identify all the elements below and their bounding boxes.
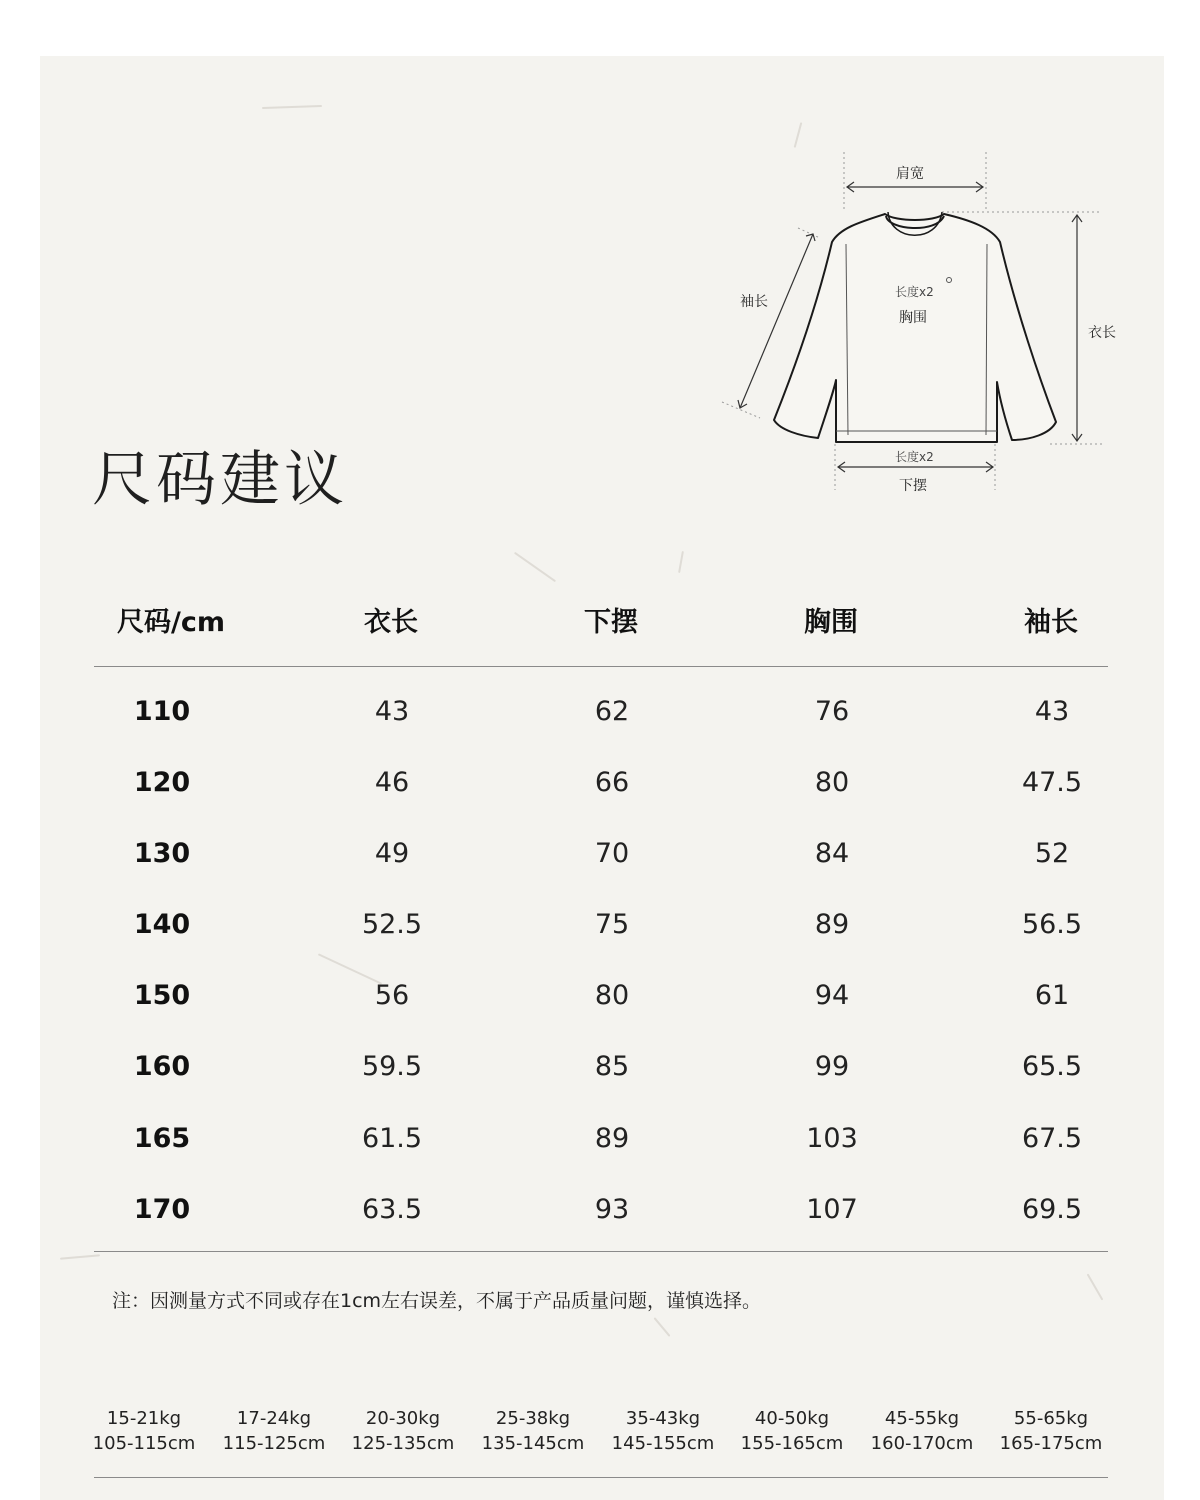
table-row bbox=[94, 1123, 1108, 1173]
range-item bbox=[741, 1406, 844, 1456]
cell-sleeve: 56.5 bbox=[1021, 909, 1083, 940]
measurement-note: 注：因测量方式不同或存在1cm左右误差，不属于产品质量问题，谨慎选择。 bbox=[112, 1290, 762, 1312]
hem-note: 长度x2 bbox=[895, 450, 934, 464]
cell-length: 56 bbox=[374, 980, 410, 1011]
shoulder-label: 肩宽 bbox=[896, 166, 924, 182]
length-label: 衣长 bbox=[1088, 325, 1116, 341]
cell-sleeve: 61 bbox=[1034, 980, 1070, 1011]
table-row bbox=[94, 1051, 1108, 1101]
cell-size: 160 bbox=[133, 1051, 191, 1082]
range-item bbox=[93, 1406, 196, 1456]
table-row bbox=[94, 767, 1108, 817]
range-height: 155-165cm bbox=[740, 1433, 844, 1454]
range-height: 115-125cm bbox=[222, 1433, 326, 1454]
table-row bbox=[94, 838, 1108, 888]
range-height: 135-145cm bbox=[481, 1433, 585, 1454]
chest-note: 长度x2 bbox=[895, 285, 934, 299]
cell-hem: 93 bbox=[594, 1194, 630, 1225]
range-item bbox=[352, 1406, 455, 1456]
cell-hem: 70 bbox=[594, 838, 630, 869]
table-row bbox=[94, 909, 1108, 959]
table-row bbox=[94, 696, 1108, 746]
cell-hem: 80 bbox=[594, 980, 630, 1011]
cell-sleeve: 69.5 bbox=[1021, 1194, 1083, 1225]
cell-length: 46 bbox=[374, 767, 410, 798]
range-height: 105-115cm bbox=[92, 1433, 196, 1454]
cell-length: 59.5 bbox=[361, 1051, 423, 1082]
table-header bbox=[94, 600, 1108, 648]
cell-chest: 89 bbox=[814, 909, 850, 940]
header-sleeve: 袖长 bbox=[1024, 607, 1078, 638]
range-height: 165-175cm bbox=[999, 1433, 1103, 1454]
range-height: 160-170cm bbox=[870, 1433, 974, 1454]
range-weight: 17-24kg bbox=[236, 1408, 312, 1429]
cell-chest: 107 bbox=[806, 1194, 858, 1225]
cell-size: 110 bbox=[133, 696, 191, 727]
cell-chest: 99 bbox=[814, 1051, 850, 1082]
cell-chest: 80 bbox=[814, 767, 850, 798]
header-size: 尺码/cm bbox=[117, 607, 225, 638]
cell-sleeve: 47.5 bbox=[1021, 767, 1083, 798]
header-length: 衣长 bbox=[364, 607, 418, 638]
chest-label: 胸围 bbox=[899, 310, 927, 326]
range-item bbox=[1000, 1406, 1103, 1456]
weight-height-ranges bbox=[94, 1406, 1108, 1462]
garment-diagram bbox=[720, 150, 1140, 510]
paper-fiber bbox=[678, 551, 684, 573]
cell-hem: 62 bbox=[594, 696, 630, 727]
cell-size: 150 bbox=[133, 980, 191, 1011]
table-bottom-rule bbox=[94, 1251, 1108, 1252]
page-title: 尺码建议 bbox=[92, 445, 348, 515]
range-item bbox=[871, 1406, 974, 1456]
table-row bbox=[94, 980, 1108, 1030]
cell-size: 120 bbox=[133, 767, 191, 798]
header-hem: 下摆 bbox=[584, 607, 638, 638]
cell-size: 165 bbox=[133, 1123, 191, 1154]
paper-fiber bbox=[262, 105, 322, 109]
ranges-bottom-rule bbox=[94, 1477, 1108, 1478]
range-weight: 20-30kg bbox=[365, 1408, 441, 1429]
range-weight: 25-38kg bbox=[495, 1408, 571, 1429]
cell-length: 63.5 bbox=[361, 1194, 423, 1225]
table-top-rule bbox=[94, 666, 1108, 667]
cell-length: 52.5 bbox=[361, 909, 423, 940]
paper-fiber bbox=[794, 122, 803, 148]
paper-fiber bbox=[60, 1254, 100, 1259]
paper-fiber bbox=[514, 552, 556, 582]
paper-fiber bbox=[654, 1317, 671, 1337]
cell-size: 140 bbox=[133, 909, 191, 940]
range-weight: 35-43kg bbox=[625, 1408, 701, 1429]
cell-sleeve: 52 bbox=[1034, 838, 1070, 869]
range-item bbox=[223, 1406, 326, 1456]
cell-length: 61.5 bbox=[361, 1123, 423, 1154]
cell-sleeve: 43 bbox=[1034, 696, 1070, 727]
sleeve-label: 袖长 bbox=[740, 294, 768, 310]
hem-label: 下摆 bbox=[899, 478, 927, 494]
range-weight: 40-50kg bbox=[754, 1408, 830, 1429]
cell-length: 49 bbox=[374, 838, 410, 869]
cell-hem: 89 bbox=[594, 1123, 630, 1154]
cell-chest: 84 bbox=[814, 838, 850, 869]
table-row bbox=[94, 1194, 1108, 1244]
cell-hem: 85 bbox=[594, 1051, 630, 1082]
range-item bbox=[482, 1406, 585, 1456]
cell-size: 130 bbox=[133, 838, 191, 869]
cell-hem: 75 bbox=[594, 909, 630, 940]
range-height: 125-135cm bbox=[351, 1433, 455, 1454]
paper-fiber bbox=[1087, 1274, 1104, 1301]
range-height: 145-155cm bbox=[611, 1433, 715, 1454]
range-item bbox=[612, 1406, 715, 1456]
cell-sleeve: 65.5 bbox=[1021, 1051, 1083, 1082]
cell-chest: 94 bbox=[814, 980, 850, 1011]
header-chest: 胸围 bbox=[804, 607, 858, 638]
cell-length: 43 bbox=[374, 696, 410, 727]
cell-chest: 103 bbox=[806, 1123, 858, 1154]
cell-sleeve: 67.5 bbox=[1021, 1123, 1083, 1154]
range-weight: 15-21kg bbox=[106, 1408, 182, 1429]
cell-size: 170 bbox=[133, 1194, 191, 1225]
range-weight: 55-65kg bbox=[1013, 1408, 1089, 1429]
cell-hem: 66 bbox=[594, 767, 630, 798]
cell-chest: 76 bbox=[814, 696, 850, 727]
range-weight: 45-55kg bbox=[884, 1408, 960, 1429]
